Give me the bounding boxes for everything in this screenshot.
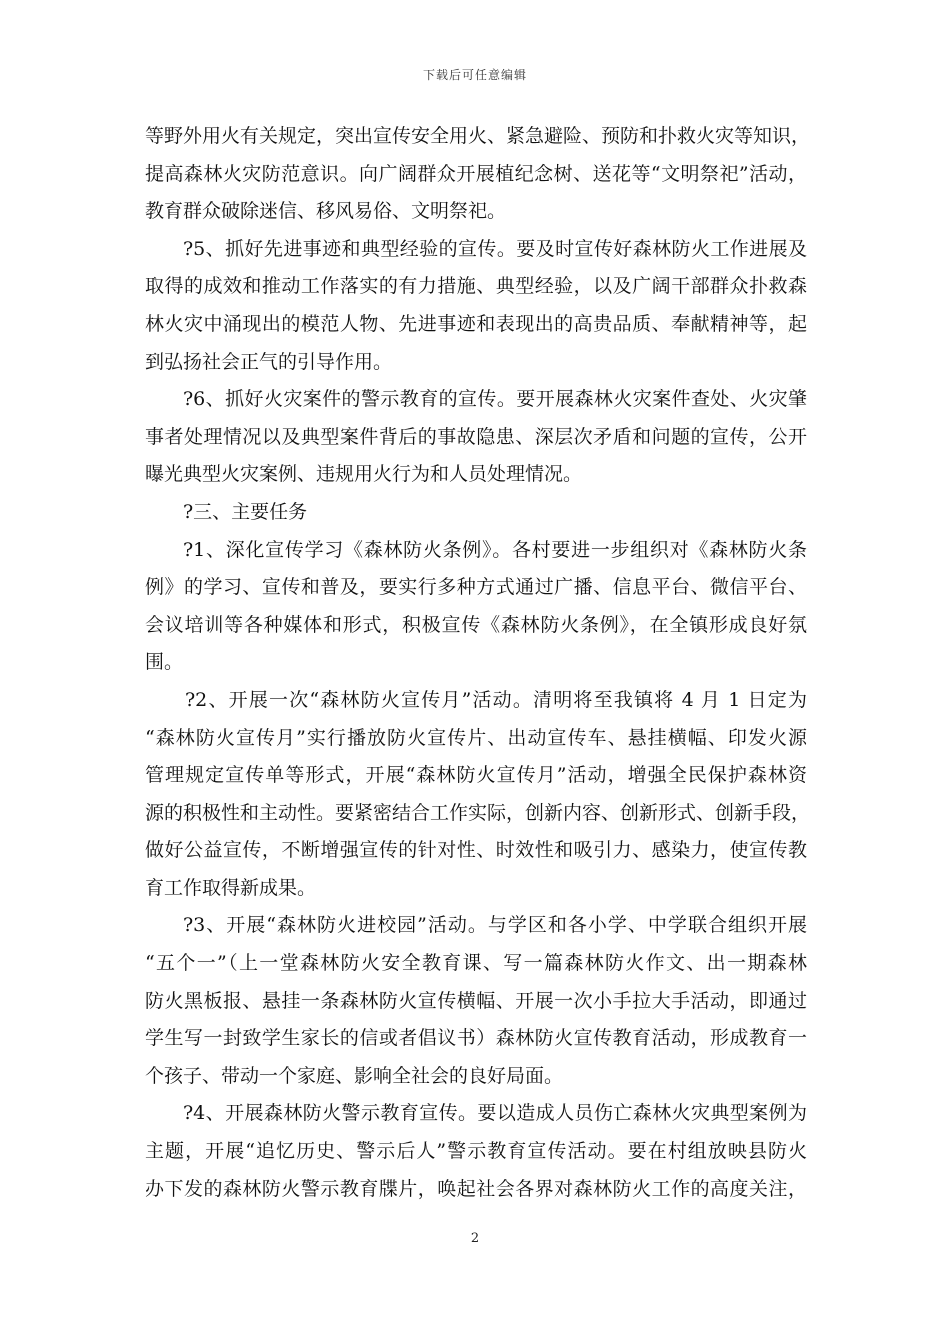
text-line: 育工作取得新成果。: [145, 876, 317, 899]
paragraph-start-line: ?2、开展一次“森林防火宣传月”活动。清明将至我镇将 4 月 1 日定为: [185, 688, 807, 711]
text-line: 例》的学习、宣传和普及，要实行多种方式通过广播、信息平台、微信平台、: [145, 576, 807, 599]
paragraph-start-line: ?6、抓好火灾案件的警示教育的宣传。要开展森林火灾案件查处、火灾肇: [183, 388, 807, 411]
text-line: 事者处理情况以及典型案件背后的事故隐患、深层次矛盾和问题的宣传，公开: [145, 425, 807, 448]
text-line: 做好公益宣传，不断增强宣传的针对性、时效性和吸引力、感染力，使宣传教: [145, 839, 807, 862]
text-line: 提高森林火灾防范意识。向广阔群众开展植纪念树、送花等“文明祭祀”活动，: [145, 162, 807, 185]
text-line: 教育群众破除迷信、移风易俗、文明祭祀。: [145, 200, 507, 223]
text-line: “五个一”（上一堂森林防火安全教育课、写一篇森林防火作文、出一期森林: [145, 952, 807, 975]
text-line: 防火黑板报、悬挂一条森林防火宣传横幅、开展一次小手拉大手活动，即通过: [145, 989, 807, 1012]
text-line: 曝光典型火灾案例、违规用火行为和人员处理情况。: [145, 463, 583, 486]
text-line: 到弘扬社会正气的引导作用。: [145, 350, 393, 373]
text-line: 管理规定宣传单等形式，开展“森林防火宣传月”活动，增强全民保护森林资: [145, 764, 807, 787]
paragraph-start-line: ?3、开展“森林防火进校园”活动。与学区和各小学、中学联合组织开展: [183, 914, 807, 937]
document-body: [145, 118, 811, 1208]
text-line: 个孩子、带动一个家庭、影响全社会的良好局面。: [145, 1064, 564, 1087]
text-line: 主题，开展“追忆历史、警示后人”警示教育宣传活动。要在村组放映县防火: [145, 1140, 807, 1163]
text-line: 源的积极性和主动性。要紧密结合工作实际，创新内容、创新形式、创新手段，: [145, 801, 811, 824]
page-number: 2: [470, 1231, 480, 1246]
section-heading: ?三、主要任务: [183, 500, 308, 523]
text-line: 围。: [145, 651, 184, 674]
text-line: 办下发的森林防火警示教育牒片，唤起社会各界对森林防火工作的高度关注，: [145, 1177, 807, 1200]
text-line: “森林防火宣传月”实行播放防火宣传片、出动宣传车、悬挂横幅、印发火源: [145, 726, 807, 749]
paragraph-start-line: ?5、抓好先进事迹和典型经验的宣传。要及时宣传好森林防火工作进展及: [183, 237, 807, 260]
text-line: 学生写一封致学生家长的信或者倡议书）森林防火宣传教育活动，形成教育一: [145, 1027, 807, 1050]
page-header: 下载后可任意编辑: [422, 68, 527, 82]
paragraph-start-line: ?1、深化宣传学习《森林防火条例》。各村要进一步组织对《森林防火条: [183, 538, 807, 561]
text-line: 取得的成效和推动工作落实的有力措施、典型经验，以及广阔干部群众扑救森: [145, 275, 807, 298]
text-line: 林火灾中涌现出的模范人物、先进事迹和表现出的高贵品质、奉献精神等，起: [145, 312, 807, 335]
text-line: 会议培训等各种媒体和形式，积极宣传《森林防火条例》，在全镇形成良好氛: [145, 613, 807, 636]
text-line: 等野外用火有关规定，突出宣传安全用火、紧急避险、预防和扑救火灾等知识，: [145, 125, 811, 147]
paragraph-start-line: ?4、开展森林防火警示教育宣传。要以造成人员伤亡森林火灾典型案例为: [183, 1102, 807, 1125]
